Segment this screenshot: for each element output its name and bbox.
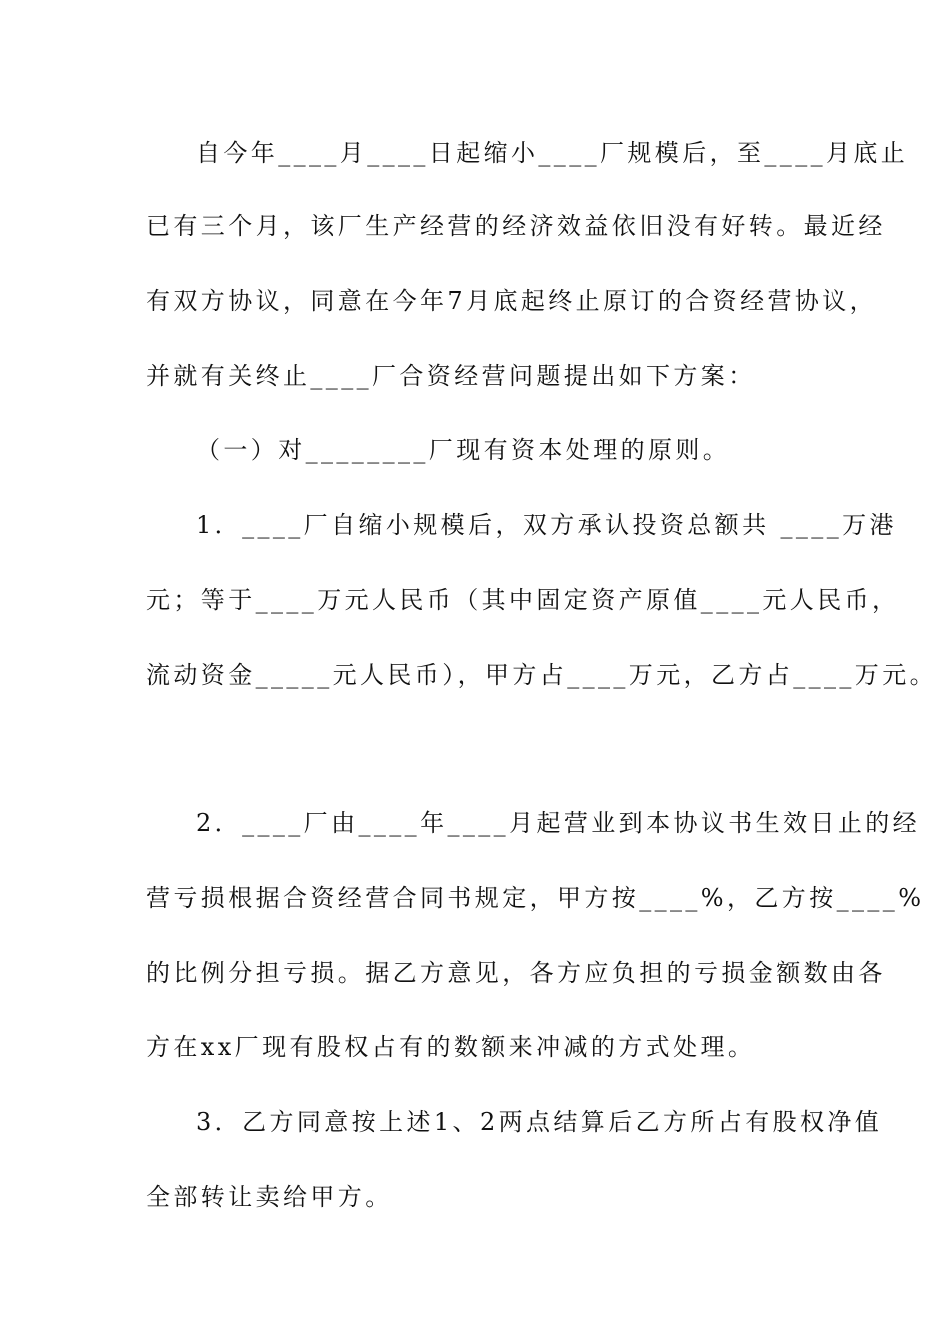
clause-1-line-1: 1．____厂自缩小规模后，双方承认投资总额共 ____万港 [196, 511, 897, 539]
clause-3-line-1: 3．乙方同意按上述1、2两点结算后乙方所占有股权净值 [196, 1108, 883, 1136]
clause-2-line-3: 的比例分担亏损。据乙方意见，各方应负担的亏损金额数由各 [146, 959, 886, 987]
clause-2-line-1: 2．____厂由____年____月起营业到本协议书生效日止的经 [196, 809, 921, 837]
paragraph-intro-line-3: 有双方协议，同意在今年7月底起终止原订的合资经营协议， [146, 287, 878, 315]
clause-3-line-2: 全部转让卖给甲方。 [146, 1183, 393, 1211]
clause-2-line-2: 营亏损根据合资经营合同书规定，甲方按____%，乙方按____% [146, 884, 925, 912]
paragraph-intro-line-4: 并就有关终止____厂合资经营问题提出如下方案： [146, 362, 756, 390]
clause-1-line-3: 流动资金_____元人民币），甲方占____万元，乙方占____万元。 [146, 661, 937, 689]
paragraph-intro-line-2: 已有三个月，该厂生产经营的经济效益依旧没有好转。最近经 [146, 212, 886, 240]
clause-1-line-2: 元；等于____万元人民币（其中固定资产原值____元人民币， [146, 586, 900, 614]
section-heading-1: （一）对________厂现有资本处理的原则。 [196, 436, 731, 464]
clause-2-line-4: 方在xx厂现有股权占有的数额来冲减的方式处理。 [146, 1033, 756, 1061]
paragraph-intro-line-1: 自今年____月____日起缩小____厂规模后，至____月底止 [196, 139, 909, 167]
